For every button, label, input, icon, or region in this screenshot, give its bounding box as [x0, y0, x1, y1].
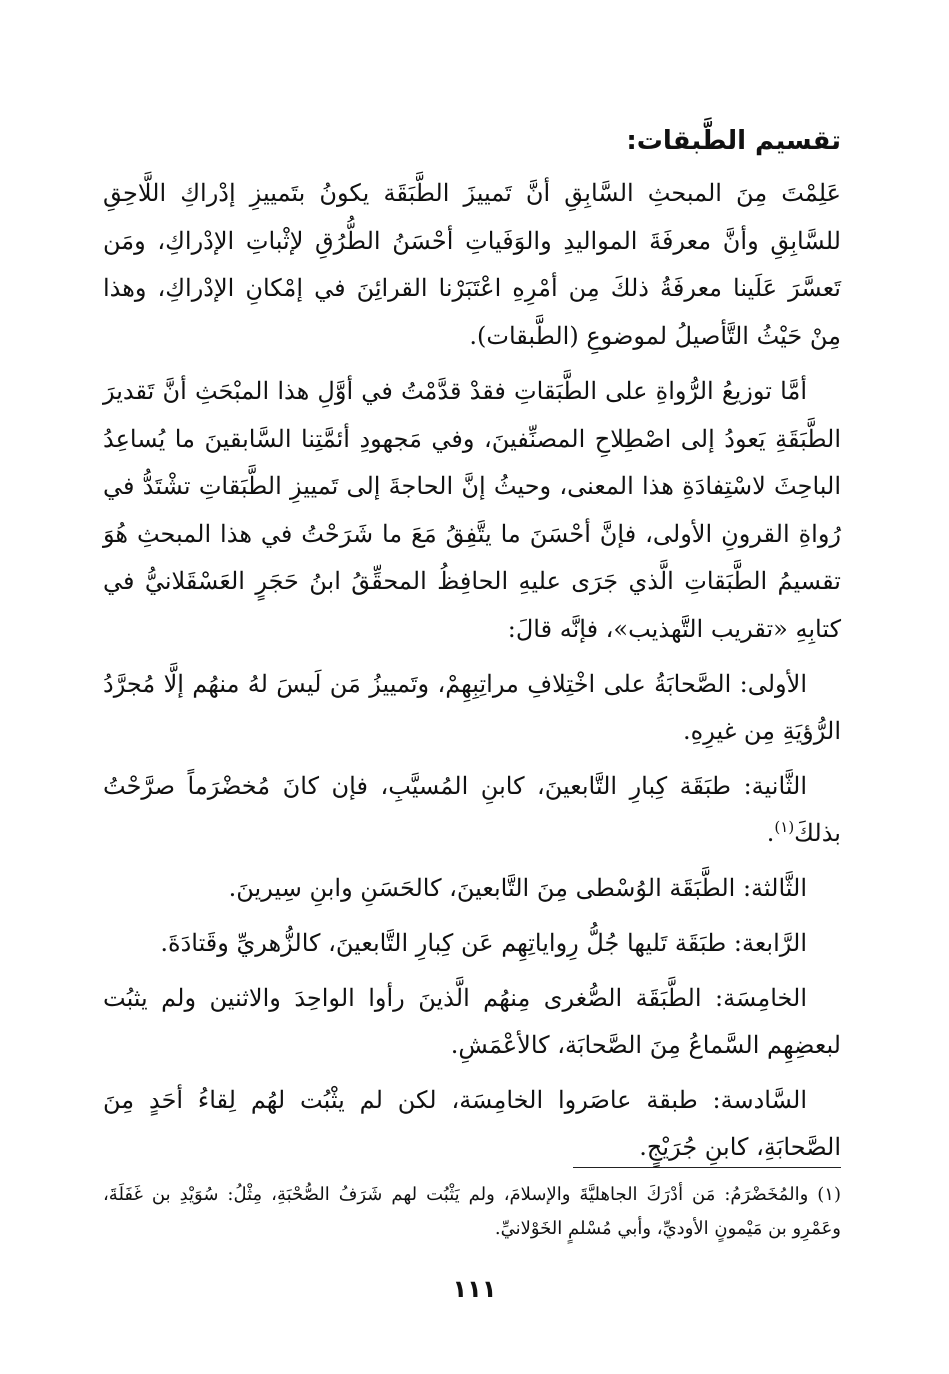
- footnote-reference[interactable]: (١): [774, 818, 795, 836]
- tier-item-third: [103, 865, 841, 912]
- tier-item-second: الثَّانية: طبَقَة كِبارِ التَّابعينَ، كابنِ المُسيَّبِ، فإن كانَ مُخضْرَماً صرَّحْتُ بذلكَ$^{(١)}$.: [103, 772, 841, 847]
- tier-label: الثَّانية:: [743, 772, 807, 800]
- tier-label: الخامِسَة:: [714, 984, 807, 1012]
- section-heading: تقسيم الطَّبقات:: [626, 126, 841, 156]
- tier-text: طبَقَة كِبارِ التَّابعينَ، كابنِ المُسيَّبِ، فإن كانَ مُخضْرَماً صرَّحْتُ بذلكَ: [103, 772, 841, 847]
- page-body: [103, 118, 841, 1179]
- tier-text: طبقة عاصَروا الخامِسَة، لكن لم يثْبُت لهُم لِقاءُ أحَدٍ مِنَ الصَّحابَةِ، كابنِ جُرَيْجٍ.: [103, 1086, 841, 1161]
- tier-text: طبَقَة تَليها جُلُّ رِواياتِهِم عَن كِبارِ التَّابعينَ، كالزُّهريِّ وقَتادَةَ.: [160, 929, 727, 957]
- tier-label: الثَّالثة:: [742, 874, 807, 902]
- footnote-divider: [573, 1167, 841, 1168]
- tier-item-fourth: [103, 920, 841, 967]
- paragraph-intro: عَلِمْتَ مِنَ المبحثِ السَّابِقِ أنَّ تَمييزَ الطَّبَقَة يكونُ بتَمييزِ إدْراكِ اللَّاحِقِ للسَّابِقِ وأنَّ معرفَةَ المواليدِ والوَفَياتِ أحْسَنُ الطُّرُقِ لإثْباتِ الإدْراكِ، ومَن تَعسَّرَ عَلَينا معرفَةُ ذلكَ مِن أمْرِهِ اعْتَبَرْنا القرائِنَ في إمْكانِ الإدْراكِ، وهذا مِنْ حَيْثُ التَّأصيلُ لموضوعِ (الطَّبقات).: [103, 179, 841, 350]
- tier-item-fifth: [103, 975, 841, 1069]
- page-number: ١١١: [452, 1275, 497, 1303]
- tier-text: الطَّبَقَة الوُسْطى مِنَ التَّابعينَ، كالحَسَنِ وابنِ سِيرينَ.: [228, 874, 736, 902]
- tier-label: الأولى:: [739, 670, 807, 698]
- tier-text: الطَّبَقَة الصُّغرى مِنهُم الَّذينَ رأوا الواحِدَ والاثنين ولم يثبُت لبعضِهِم السَّماعُ مِنَ الصَّحابَة، كالأعْمَشِ.: [103, 984, 841, 1059]
- tier-label: السَّادسة:: [712, 1086, 807, 1114]
- paragraph-distribution: أمَّا توزيعُ الرُّواةِ على الطَّبَقاتِ فقدْ قدَّمْتُ في أوَّلِ هذا المبْحَثِ أنَّ تَقديرَ الطَّبَقَةِ يَعودُ إلى اصْطِلاحِ المصنِّفينَ، وفي مَجهودِ أئمَّتِنا السَّابقينَ ما يُساعِدُ الباحِثَ لاسْتِفادَةِ هذا المعنى، وحيثُ إنَّ الحاجةَ إلى تَمييزِ الطَّبَقاتِ تشْتَدُّ في رُواةِ القرونِ الأولى، فإنَّ أحْسَنَ ما يتَّفِقُ مَعَ ما شَرَحْتُ في هذا المبحثِ هُوَ تقسيمُ الطَّبَقاتِ الَّذي جَرَى عليهِ الحافِظُ المحقِّقُ ابنُ حَجَرٍ العَسْقَلانيُّ في كتابِهِ «تقريب التَّهذيب»، فإنَّه قالَ:: [103, 377, 841, 643]
- tier-item-first: [103, 661, 841, 755]
- tier-text: الصَّحابَةُ على اخْتِلافِ مراتِبِهِمْ، وتَمييزُ مَن لَيسَ لهُ منهُم إلَّا مُجرَّدُ الرُّؤيَةِ مِن غيرِهِ.: [103, 670, 841, 745]
- tier-item-sixth: [103, 1077, 841, 1171]
- footnote: (١) والمُخَضْرَمُ: مَن أدْرَكَ الجاهليَّةَ والإسلامَ، ولم يَثْبُت لهم شَرَفُ الصُّحْبَةِ، مِثْلُ: سُوَيْدِ بن غَفَلَةَ، وعَمْرِو بن مَيْمونٍ الأوديِّ، وأبي مُسْلمٍ الخَوْلانيِّ.: [103, 1184, 841, 1239]
- tier-label: الرَّابعة:: [733, 929, 807, 957]
